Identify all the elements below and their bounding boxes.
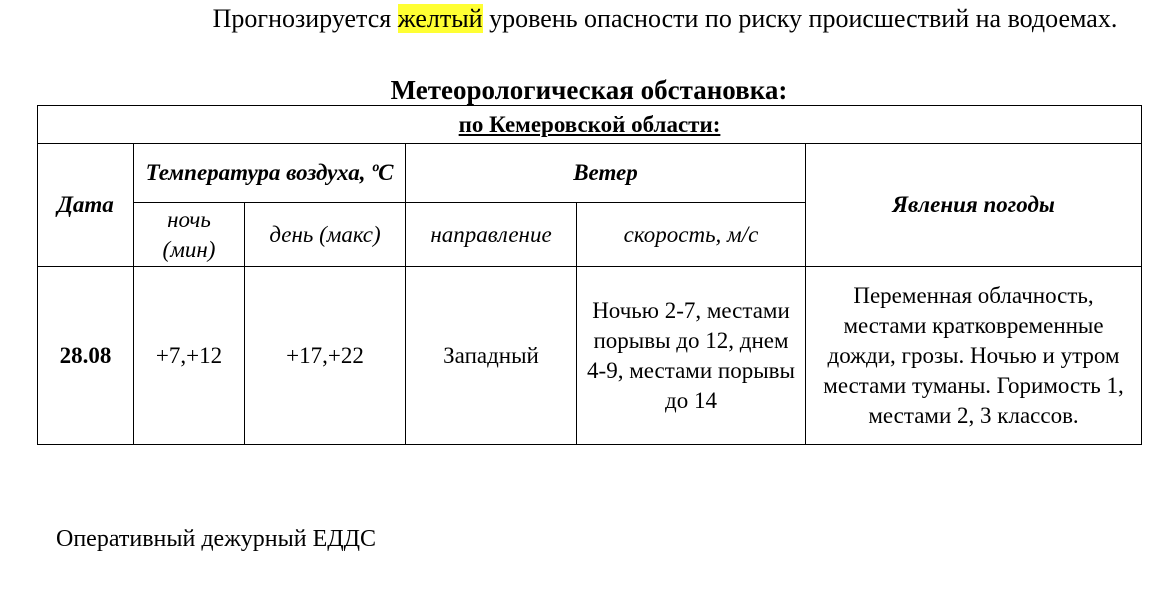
header-date: Дата [38,144,134,267]
header-night: ночь (мин) [134,203,245,267]
table-row [38,267,1142,445]
header-wind: Ветер [406,144,806,203]
cell-night-temp: +7,+12 [134,267,245,445]
region-title: по Кемеровской области: [38,106,1142,144]
header-phenomena: Явления погоды [806,144,1142,267]
section-heading: Метеорологическая обстановка: [390,75,788,105]
cell-wind-speed: Ночью 2-7, местами порывы до 12, днем 4-9, местами порывы до 14 [577,267,806,445]
weather-table [37,105,1142,445]
header-day: день (макс) [245,203,406,267]
cell-day-temp: +17,+22 [245,267,406,445]
statement-prefix: Прогнозируется [212,4,398,33]
cell-wind-direction: Западный [406,267,577,445]
duty-officer-signature: Оперативный дежурный ЕДДС [56,526,377,552]
header-temperature: Температура воздуха, ºС [134,144,406,203]
hazard-level-statement [200,3,1130,35]
cell-phenomena: Переменная облачность, местами кратковременные дожди, грозы. Ночью и утром местами туманы. Горимость 1, местами 2, 3 классов. [806,267,1142,445]
header-direction: направление [406,203,577,267]
cell-date: 28.08 [38,267,134,445]
region-row [38,106,1142,144]
header-speed: скорость, м/с [577,203,806,267]
hazard-level-highlight: желтый [397,4,483,33]
header-row-1 [38,144,1142,203]
statement-suffix: уровень опасности по риску происшествий на водоемах. [482,4,1118,33]
